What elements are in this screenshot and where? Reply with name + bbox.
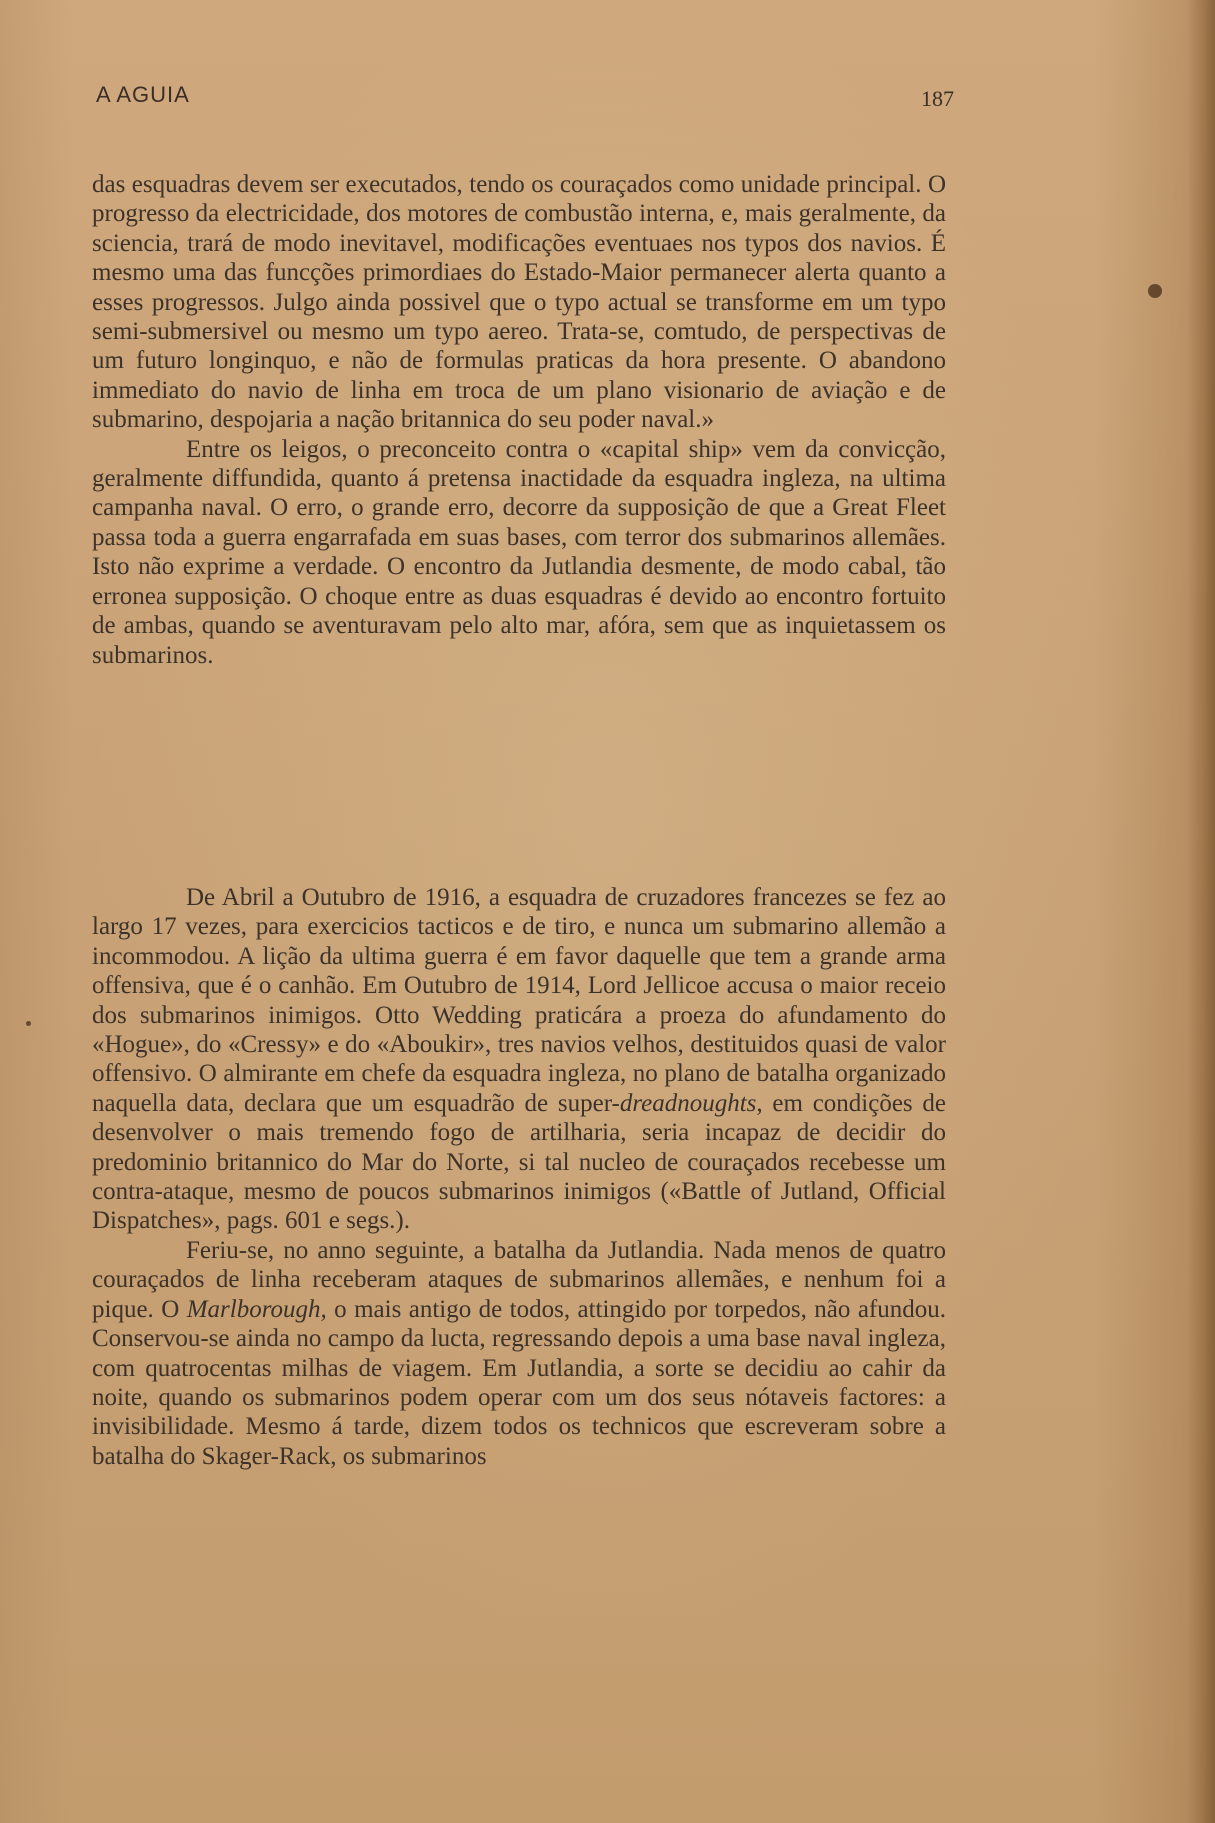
- ink-spot: [26, 1021, 31, 1026]
- paragraph-text: De Abril a Outubro de 1916, a esquadra de cruzadores francezes se fez ao largo 17 vezes, para exercicios tacticos e de tiro, e nunca um submarino allemão a incommodou. A lição da ultima guerra é em favor daquelle que tem a grande arma offensiva, que é o canhão. Em Outubro de 1914, Lord Jellicoe accusa o maior receio dos submarinos inimigos. Otto Wedding praticára a proeza do afundamento do «Hogue», do «Cressy» e do «Aboukir», tres navios velhos, destituidos quasi de valor offensivo. O almirante em chefe da esquadra ingleza, no plano de batalha organizado naquella data, declara que um esquadrão de super-: [92, 884, 946, 1117]
- paragraph: Entre os leigos, o preconceito contra o «capital ship» vem da convicção, geralmente diffundida, quanto á pretensa inactidade da esquadra ingleza, na ultima campanha naval. O erro, o grande erro, decorre da supposição de que a Great Fleet passa toda a guerra engarrafada em suas bases, com terror dos submarinos allemães. Isto não exprime a verdade. O encontro da Jutlandia desmente, de modo cabal, tão erronea supposição. O choque entre as duas esquadras é devido ao encontro fortuito de ambas, quando se aventuravam pelo alto mar, afóra, sem que as inquietassem os submarinos.: [92, 435, 946, 669]
- running-head: A AGUIA: [96, 82, 190, 107]
- italic-term: dreadnoughts,: [619, 1089, 763, 1117]
- page-edge-shadow: [1187, 0, 1215, 1823]
- text-section-2: [92, 883, 946, 1471]
- ink-spot: [1148, 284, 1162, 298]
- page-number: 187: [921, 86, 954, 111]
- paragraph-text: o mais antigo de todos, attingido por torpedos, não afundou. Conservou-se ainda no campo da lucta, regressando depois a uma base naval ingleza, com quatrocentas milhas de viagem. Em Jutlandia, a sorte se decidiu ao cahir da noite, quando os submarinos podem operar com um dos seus nótaveis factores: a invisibilidade. Mesmo á tarde, dizem todos os technicos que escreveram sobre a batalha do Skager-Rack, os submarinos: [92, 1295, 946, 1470]
- paragraph-text: em condições de desenvolver o mais tremendo fogo de artilharia, seria incapaz de decidir do predominio britannico do Mar do Norte, si tal nucleo de couraçados recebesse um contra-ataque, mesmo de poucos submarinos inimigos («Battle of Jutland, Official Dispatches», pags. 601 e segs.).: [92, 1089, 946, 1235]
- paragraph: [92, 883, 946, 1236]
- paragraph: [92, 1236, 946, 1471]
- page-header: [96, 82, 954, 118]
- paragraph: das esquadras devem ser executados, tendo os couraçados como unidade principal. O progresso da electricidade, dos motores de combustão interna, e, mais geralmente, da sciencia, trará de modo inevitavel, modificações eventuaes nos typos dos navios. É mesmo uma das funcções primordiaes do Estado-Maior permanecer alerta quanto a esses progressos. Julgo ainda possivel que o typo actual se transforme em um typo semi-submersivel ou mesmo um typo aereo. Trata-se, comtudo, de perspectivas de um futuro longinquo, e não de formulas praticas da hora presente. O abandono immediato do navio de linha em troca de um plano visionario de aviação e de submarino, despojaria a nação britannica do seu poder naval.»: [92, 171, 946, 434]
- paragraph-text: Feriu-se, no anno seguinte, a batalha da Jutlandia. Nada menos de quatro couraçados de linha receberam ataques de submarinos allemães, e nenhum foi a pique. O: [92, 1236, 946, 1323]
- italic-term: Marlborough,: [186, 1295, 327, 1323]
- text-section-1: [92, 170, 946, 670]
